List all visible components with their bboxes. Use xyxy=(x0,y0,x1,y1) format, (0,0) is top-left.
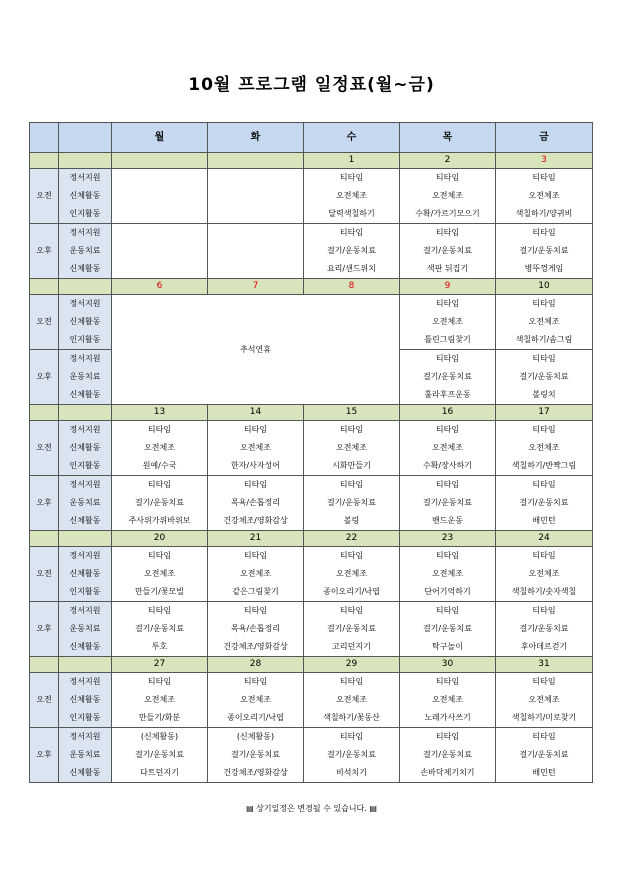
activity-cell xyxy=(304,547,400,602)
activity-item: 종이오리기/낙엽 xyxy=(323,587,380,596)
activity-item: 걸기/운동치료 xyxy=(422,498,473,507)
date-blank xyxy=(30,405,59,421)
activity-cell xyxy=(304,602,400,657)
activity-item: 티타임 xyxy=(435,606,460,615)
activity-cell xyxy=(208,547,304,602)
category-item: 정서지원 xyxy=(69,677,101,686)
activity-item: 한자/사자성어 xyxy=(230,461,281,470)
activity-item: 오전체조 xyxy=(432,569,463,578)
am-row xyxy=(30,421,593,476)
activity-cell xyxy=(112,547,208,602)
category-item: 인지활동 xyxy=(69,209,101,218)
activity-item: 걸기/운동치료 xyxy=(519,246,569,255)
activity-item: 고리던지기 xyxy=(332,642,371,651)
activity-item: 색칠하기/솜그림 xyxy=(515,335,573,344)
category-item: 정서지원 xyxy=(69,732,101,741)
activity-cell xyxy=(208,476,304,531)
date-cell: 14 xyxy=(208,405,304,421)
date-cell: 10 xyxy=(496,279,593,295)
schedule-table xyxy=(29,122,593,783)
pm-row xyxy=(30,476,593,531)
activity-item: 티타임 xyxy=(339,551,364,560)
activity-cell xyxy=(112,169,208,224)
empty-line xyxy=(208,224,303,242)
activity-item: 오전체조 xyxy=(432,317,463,326)
activity-item: 훌라후프운동 xyxy=(424,390,471,399)
activity-item: 손바닥제기치기 xyxy=(420,768,475,777)
activity-cell xyxy=(400,350,496,405)
date-cell: 3 xyxy=(496,153,593,169)
activity-cell xyxy=(112,602,208,657)
activity-item: 티타임 xyxy=(532,354,556,363)
am-label: 오전 xyxy=(30,421,59,476)
activity-cell xyxy=(400,602,496,657)
category-item: 인지활동 xyxy=(69,713,101,722)
activity-item: 오전체조 xyxy=(432,695,463,704)
activity-item: 단어기억하기 xyxy=(424,587,471,596)
activity-item: 티타임 xyxy=(243,677,268,686)
activity-cell xyxy=(112,476,208,531)
empty-line xyxy=(208,242,303,260)
activity-cell xyxy=(400,224,496,279)
activity-item: 티타임 xyxy=(339,480,364,489)
date-blank xyxy=(59,657,112,673)
activity-item: 수확/장사하기 xyxy=(422,461,473,470)
date-cell: 16 xyxy=(400,405,496,421)
date-cell xyxy=(112,153,208,169)
category-item: 신체활동 xyxy=(69,390,101,399)
pm-label: 오후 xyxy=(30,224,59,279)
activity-item: 티타임 xyxy=(435,354,460,363)
category-item: 운동치료 xyxy=(69,624,101,633)
activity-item: 오전체조 xyxy=(336,191,367,200)
activity-item: 시화만들기 xyxy=(332,461,371,470)
activity-item: 병뚜껑게임 xyxy=(524,264,564,273)
category-item: 신체활동 xyxy=(69,768,101,777)
activity-item: 티타임 xyxy=(339,606,364,615)
activity-cell xyxy=(112,224,208,279)
activity-cell xyxy=(496,224,593,279)
activity-item: 색칠하기/숫자색칠 xyxy=(511,587,577,596)
activity-item: 오전체조 xyxy=(336,695,367,704)
header-cell: 수 xyxy=(304,123,400,153)
category-item: 인지활동 xyxy=(69,587,101,596)
activity-item: 오전체조 xyxy=(240,695,271,704)
activity-item: 오전체조 xyxy=(528,443,560,452)
category-list xyxy=(59,169,112,224)
activity-item: 티타임 xyxy=(339,228,364,237)
activity-cell xyxy=(400,547,496,602)
activity-item: 원예/수국 xyxy=(142,461,177,470)
category-item: 운동치료 xyxy=(69,498,101,507)
activity-cell xyxy=(400,728,496,783)
date-blank xyxy=(30,153,59,169)
activity-cell xyxy=(400,169,496,224)
activity-item: 티타임 xyxy=(435,732,460,741)
activity-item: 티타임 xyxy=(147,480,172,489)
category-item: 정서지원 xyxy=(69,354,101,363)
empty-line xyxy=(112,224,207,242)
date-cell: 13 xyxy=(112,405,208,421)
activity-item: 배민턴 xyxy=(532,516,556,525)
activity-item: 다트던지기 xyxy=(140,768,179,777)
header-cell xyxy=(59,123,112,153)
activity-item: 걸기/운동치료 xyxy=(422,372,473,381)
activity-item: 건강체조/영화감상 xyxy=(223,768,288,777)
category-item: 정서지원 xyxy=(69,299,101,308)
activity-item: 티타임 xyxy=(339,732,364,741)
activity-item: 티타임 xyxy=(147,551,172,560)
date-cell: 24 xyxy=(496,531,593,547)
date-cell: 27 xyxy=(112,657,208,673)
pm-label: 오후 xyxy=(30,476,59,531)
activity-cell xyxy=(496,547,593,602)
activity-cell xyxy=(304,728,400,783)
activity-item: 티타임 xyxy=(435,228,460,237)
activity-item: 걸기/운동치료 xyxy=(134,750,185,759)
activity-item: 걸기/운동치료 xyxy=(422,246,473,255)
activity-item: 티타임 xyxy=(532,228,556,237)
category-item: 운동치료 xyxy=(69,750,101,759)
am-label: 오전 xyxy=(30,673,59,728)
date-blank xyxy=(30,531,59,547)
activity-item: 건강체조/영화감상 xyxy=(223,516,288,525)
activity-cell xyxy=(400,673,496,728)
activity-item: 색칠하기/양귀비 xyxy=(515,209,573,218)
header-cell: 목 xyxy=(400,123,496,153)
empty-line xyxy=(112,205,207,223)
activity-item: 걸기/운동치료 xyxy=(134,624,185,633)
activity-cell xyxy=(496,295,593,350)
category-item: 정서지원 xyxy=(69,480,101,489)
activity-item: 티타임 xyxy=(435,677,460,686)
date-cell: 20 xyxy=(112,531,208,547)
activity-item: 볼링치 xyxy=(532,390,556,399)
date-cell: 6 xyxy=(112,279,208,295)
date-blank xyxy=(59,405,112,421)
activity-item: 오전체조 xyxy=(240,443,271,452)
category-item: 운동치료 xyxy=(69,372,101,381)
activity-item: 건강체조/영화감상 xyxy=(223,642,288,651)
activity-item: 티타임 xyxy=(243,551,268,560)
activity-item: 틀린그림찾기 xyxy=(424,335,471,344)
empty-line xyxy=(112,260,207,278)
activity-item: 티타임 xyxy=(339,425,364,434)
activity-item: 목욕/손톱정리 xyxy=(230,498,281,507)
empty-line xyxy=(208,169,303,187)
header-row xyxy=(30,123,593,153)
date-cell: 2 xyxy=(400,153,496,169)
activity-item: 색칠하기/반짝그림 xyxy=(511,461,577,470)
empty-line xyxy=(208,205,303,223)
am-row xyxy=(30,169,593,224)
activity-item: 만들기/화분 xyxy=(138,713,181,722)
date-cell: 17 xyxy=(496,405,593,421)
activity-cell xyxy=(112,421,208,476)
activity-item: 같은그림찾기 xyxy=(232,587,279,596)
date-cell: 21 xyxy=(208,531,304,547)
date-cell: 23 xyxy=(400,531,496,547)
activity-cell xyxy=(208,421,304,476)
activity-item: 비석치기 xyxy=(336,768,367,777)
activity-item: 오전체조 xyxy=(432,191,463,200)
activity-item: 티타임 xyxy=(435,173,460,182)
category-list xyxy=(59,224,112,279)
activity-item: 걸기/운동치료 xyxy=(519,750,569,759)
activity-cell xyxy=(304,224,400,279)
activity-cell xyxy=(496,421,593,476)
category-list xyxy=(59,728,112,783)
pm-row xyxy=(30,224,593,279)
category-item: 신체활동 xyxy=(69,642,101,651)
category-list xyxy=(59,547,112,602)
activity-item: 티타임 xyxy=(243,425,268,434)
date-blank xyxy=(30,279,59,295)
category-list xyxy=(59,476,112,531)
activity-item: 걸기/운동치료 xyxy=(519,498,569,507)
am-label: 오전 xyxy=(30,295,59,350)
activity-item: 티타임 xyxy=(435,299,460,308)
activity-item: 걸기/운동치료 xyxy=(326,246,377,255)
category-list xyxy=(59,295,112,350)
activity-cell xyxy=(496,728,593,783)
activity-item: 수확/가르기모으기 xyxy=(415,209,480,218)
activity-item: 후아데르걷기 xyxy=(520,642,568,651)
am-label: 오전 xyxy=(30,169,59,224)
activity-cell xyxy=(496,673,593,728)
activity-item: (신체활동) xyxy=(140,732,179,741)
activity-item: 티타임 xyxy=(532,732,556,741)
am-row xyxy=(30,547,593,602)
category-item: 인지활동 xyxy=(69,461,101,470)
pm-label: 오후 xyxy=(30,602,59,657)
am-row xyxy=(30,673,593,728)
date-blank xyxy=(59,153,112,169)
activity-item: 티타임 xyxy=(532,677,556,686)
activity-cell xyxy=(496,602,593,657)
activity-item: 달력색칠하기 xyxy=(328,209,375,218)
activity-item: 주사위가위바위보 xyxy=(128,516,191,525)
category-item: 신체활동 xyxy=(69,191,101,200)
date-cell xyxy=(208,153,304,169)
activity-item: 걸기/운동치료 xyxy=(519,372,569,381)
header-cell: 금 xyxy=(496,123,593,153)
date-row xyxy=(30,531,593,547)
date-cell: 15 xyxy=(304,405,400,421)
date-row xyxy=(30,657,593,673)
date-cell: 8 xyxy=(304,279,400,295)
activity-item: 오전체조 xyxy=(528,317,560,326)
date-cell: 9 xyxy=(400,279,496,295)
activity-item: 티타임 xyxy=(532,551,556,560)
date-cell: 1 xyxy=(304,153,400,169)
activity-item: 오전체조 xyxy=(144,695,175,704)
date-cell: 22 xyxy=(304,531,400,547)
activity-item: 티타임 xyxy=(435,425,460,434)
pm-label: 오후 xyxy=(30,728,59,783)
activity-cell xyxy=(112,728,208,783)
activity-item: 오전체조 xyxy=(144,443,175,452)
category-item: 신체활동 xyxy=(69,569,101,578)
activity-item: 탁구놀이 xyxy=(432,642,463,651)
date-blank xyxy=(30,657,59,673)
header-cell: 화 xyxy=(208,123,304,153)
holiday-cell: 추석연휴 xyxy=(112,295,400,405)
activity-item: 오전체조 xyxy=(336,569,367,578)
category-item: 정서지원 xyxy=(69,228,101,237)
activity-item: 오전체조 xyxy=(144,569,175,578)
activity-cell xyxy=(496,476,593,531)
empty-line xyxy=(208,187,303,205)
activity-cell xyxy=(496,169,593,224)
activity-item: 티타임 xyxy=(532,173,556,182)
activity-cell xyxy=(400,295,496,350)
activity-cell xyxy=(208,728,304,783)
category-item: 신체활동 xyxy=(69,443,101,452)
activity-item: 티타임 xyxy=(532,480,556,489)
pm-row xyxy=(30,728,593,783)
activity-item: 배민턴 xyxy=(532,768,556,777)
activity-item: 오전체조 xyxy=(240,569,271,578)
date-row xyxy=(30,279,593,295)
activity-item: 티타임 xyxy=(243,480,268,489)
activity-item: 티타임 xyxy=(435,551,460,560)
activity-item: 티타임 xyxy=(532,299,556,308)
activity-item: 오전체조 xyxy=(528,695,560,704)
category-item: 신체활동 xyxy=(69,516,101,525)
activity-item: 티타임 xyxy=(435,480,460,489)
activity-item: 투호 xyxy=(151,642,168,651)
activity-cell xyxy=(496,350,593,405)
date-cell: 7 xyxy=(208,279,304,295)
date-cell: 31 xyxy=(496,657,593,673)
am-label: 오전 xyxy=(30,547,59,602)
category-item: 인지활동 xyxy=(69,335,101,344)
category-list xyxy=(59,602,112,657)
activity-cell xyxy=(208,673,304,728)
activity-item: 걸기/운동치료 xyxy=(326,624,377,633)
date-row xyxy=(30,153,593,169)
category-list xyxy=(59,673,112,728)
activity-item: 티타임 xyxy=(147,677,172,686)
category-item: 정서지원 xyxy=(69,173,101,182)
pm-row xyxy=(30,602,593,657)
page-title: 10월 프로그램 일정표(월~금) xyxy=(188,75,435,95)
footer-note: ▤ 상기일정은 변경될 수 있습니다. ▤ xyxy=(246,804,377,813)
header-cell: 월 xyxy=(112,123,208,153)
activity-item: 오전체조 xyxy=(528,569,560,578)
activity-item: 걸기/운동치료 xyxy=(134,498,185,507)
activity-item: 걸기/운동치료 xyxy=(422,624,473,633)
activity-item: 종이오리기/낙엽 xyxy=(227,713,284,722)
activity-item: 오전체조 xyxy=(528,191,560,200)
activity-item: 색칠하기/미로찾기 xyxy=(511,713,577,722)
date-cell: 28 xyxy=(208,657,304,673)
date-cell: 30 xyxy=(400,657,496,673)
activity-item: 티타임 xyxy=(147,425,172,434)
activity-item: 걸기/운동치료 xyxy=(230,750,281,759)
category-item: 신체활동 xyxy=(69,695,101,704)
am-row xyxy=(30,295,593,350)
activity-cell xyxy=(400,421,496,476)
empty-line xyxy=(112,242,207,260)
empty-line xyxy=(112,169,207,187)
category-item: 운동치료 xyxy=(69,246,101,255)
activity-cell xyxy=(304,673,400,728)
activity-cell xyxy=(208,224,304,279)
activity-item: 티타임 xyxy=(532,425,556,434)
activity-item: 티타임 xyxy=(243,606,268,615)
activity-item: 걸기/운동치료 xyxy=(422,750,473,759)
activity-cell xyxy=(304,169,400,224)
category-item: 정서지원 xyxy=(69,551,101,560)
activity-item: 오전체조 xyxy=(336,443,367,452)
activity-item: 티타임 xyxy=(532,606,556,615)
category-item: 정서지원 xyxy=(69,606,101,615)
activity-item: 오전체조 xyxy=(432,443,463,452)
category-item: 정서지원 xyxy=(69,425,101,434)
activity-item: (신체활동) xyxy=(236,732,275,741)
activity-cell xyxy=(112,673,208,728)
category-list xyxy=(59,350,112,405)
activity-item: 만들기/꽃모빌 xyxy=(134,587,185,596)
activity-item: 목욕/손톱정리 xyxy=(230,624,281,633)
activity-cell xyxy=(208,169,304,224)
activity-cell xyxy=(400,476,496,531)
activity-item: 노래가사쓰기 xyxy=(424,713,471,722)
activity-cell xyxy=(208,602,304,657)
activity-item: 걸기/운동치료 xyxy=(326,498,377,507)
empty-line xyxy=(208,260,303,278)
category-item: 신체활동 xyxy=(69,264,101,273)
date-blank xyxy=(59,531,112,547)
activity-item: 걸기/운동치료 xyxy=(326,750,377,759)
activity-item: 티타임 xyxy=(339,677,364,686)
header-cell xyxy=(30,123,59,153)
date-cell: 29 xyxy=(304,657,400,673)
category-list xyxy=(59,421,112,476)
activity-item: 걸기/운동치료 xyxy=(519,624,569,633)
activity-item: 색칠하기/꽃동산 xyxy=(323,713,380,722)
activity-cell xyxy=(304,476,400,531)
activity-cell xyxy=(304,421,400,476)
empty-line xyxy=(112,187,207,205)
category-item: 신체활동 xyxy=(69,317,101,326)
activity-item: 밴드운동 xyxy=(432,516,463,525)
activity-item: 색판 뒤집기 xyxy=(426,264,469,273)
activity-item: 요리/샌드위치 xyxy=(326,264,377,273)
activity-item: 볼링 xyxy=(343,516,360,525)
activity-item: 티타임 xyxy=(339,173,364,182)
pm-label: 오후 xyxy=(30,350,59,405)
date-row xyxy=(30,405,593,421)
activity-item: 티타임 xyxy=(147,606,172,615)
date-blank xyxy=(59,279,112,295)
